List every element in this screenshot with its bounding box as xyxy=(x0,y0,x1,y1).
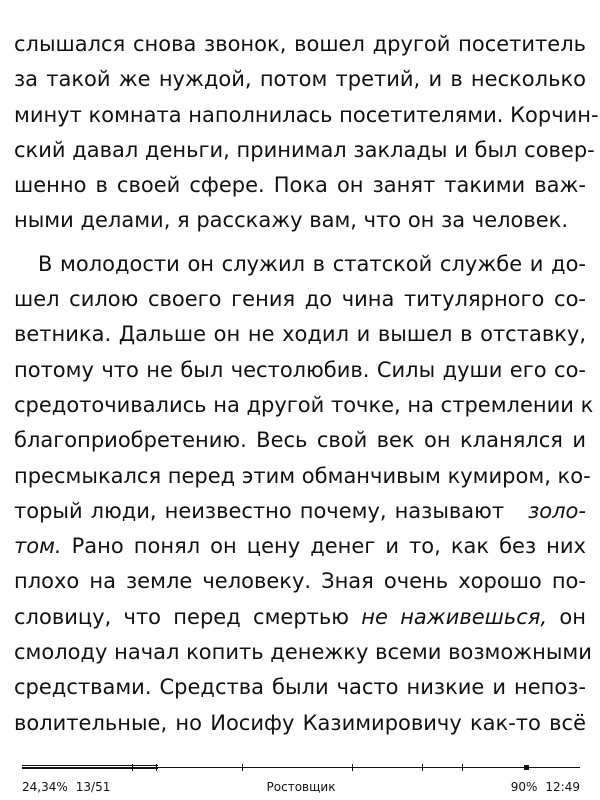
chapter-tick xyxy=(352,764,353,771)
chapter-tick xyxy=(156,764,157,771)
text-line: слышался снова звонок, вошел другой посетитель xyxy=(14,32,586,56)
text-line: шел силою своего гения до чина титулярного со- xyxy=(14,287,586,312)
text-line: шенно в своей сфере. Пока он занят такими важ- xyxy=(14,173,586,198)
chapter-tick xyxy=(422,764,423,771)
status-footer xyxy=(22,778,580,796)
italic-fragment: том. xyxy=(14,534,62,559)
text-line xyxy=(14,529,586,564)
text-fragment: Рано понял он цену денег и то, как без них xyxy=(61,534,586,559)
text-fragment: он xyxy=(547,604,586,629)
text-fragment: торый люди, неизвестно почему, называют xyxy=(14,498,505,523)
chapter-tick xyxy=(462,764,463,771)
reading-progress-bar[interactable] xyxy=(22,764,580,772)
text-line: средствами. Средства были часто низкие и непоз- xyxy=(14,675,586,700)
clock: 12:49 xyxy=(545,780,580,794)
text-line: благоприобретению. Весь свой век он кланялся и xyxy=(14,428,586,453)
text-line: средоточивались на другой точке, на стремлении к xyxy=(14,392,594,417)
book-text xyxy=(14,27,599,741)
text-line: ветника. Дальше он не ходил и вышел в отставку, xyxy=(14,322,586,347)
text-line xyxy=(14,600,586,635)
progress-percent: 24,34% xyxy=(22,780,68,794)
text-line: пресмыкался перед этим обманчивым кумиром, ко- xyxy=(14,463,591,488)
text-line: волительные, но Иосифу Казимировичу как-то всё xyxy=(14,710,586,735)
progress-fill xyxy=(22,765,158,769)
text-line: потому что не был честолюбив. Силы души его со- xyxy=(14,357,586,382)
chapter-tick xyxy=(132,764,133,771)
book-title: Ростовщик xyxy=(266,780,336,794)
text-line: смолоду начал копить денежку всеми возможными xyxy=(14,640,592,665)
page-indicator: 13/51 xyxy=(75,780,111,794)
text-line: ский давал деньги, принимал заклады и был совер- xyxy=(14,137,595,162)
text-line: ными делами, я расскажу вам, что он за человек. xyxy=(14,208,569,233)
text-line: минут комната наполнилась посетителями. Корчин- xyxy=(14,102,599,127)
battery-level: 90% xyxy=(510,780,538,794)
italic-fragment: не наживешься, xyxy=(361,604,548,629)
text-line: за такой же нуждой, потом третий, и в несколько xyxy=(14,67,586,92)
italic-fragment: золо- xyxy=(528,498,586,523)
device-status xyxy=(511,778,580,796)
text-line: В молодости он служил в статской службе и до- xyxy=(38,251,586,276)
text-line: плохо на земле человеку. Зная очень хорошо по- xyxy=(14,569,586,594)
text-fragment: словицу, что перед смертью xyxy=(14,604,349,629)
chapter-tick xyxy=(242,764,243,771)
text-line xyxy=(14,494,586,529)
chapter-position-marker xyxy=(524,765,529,770)
